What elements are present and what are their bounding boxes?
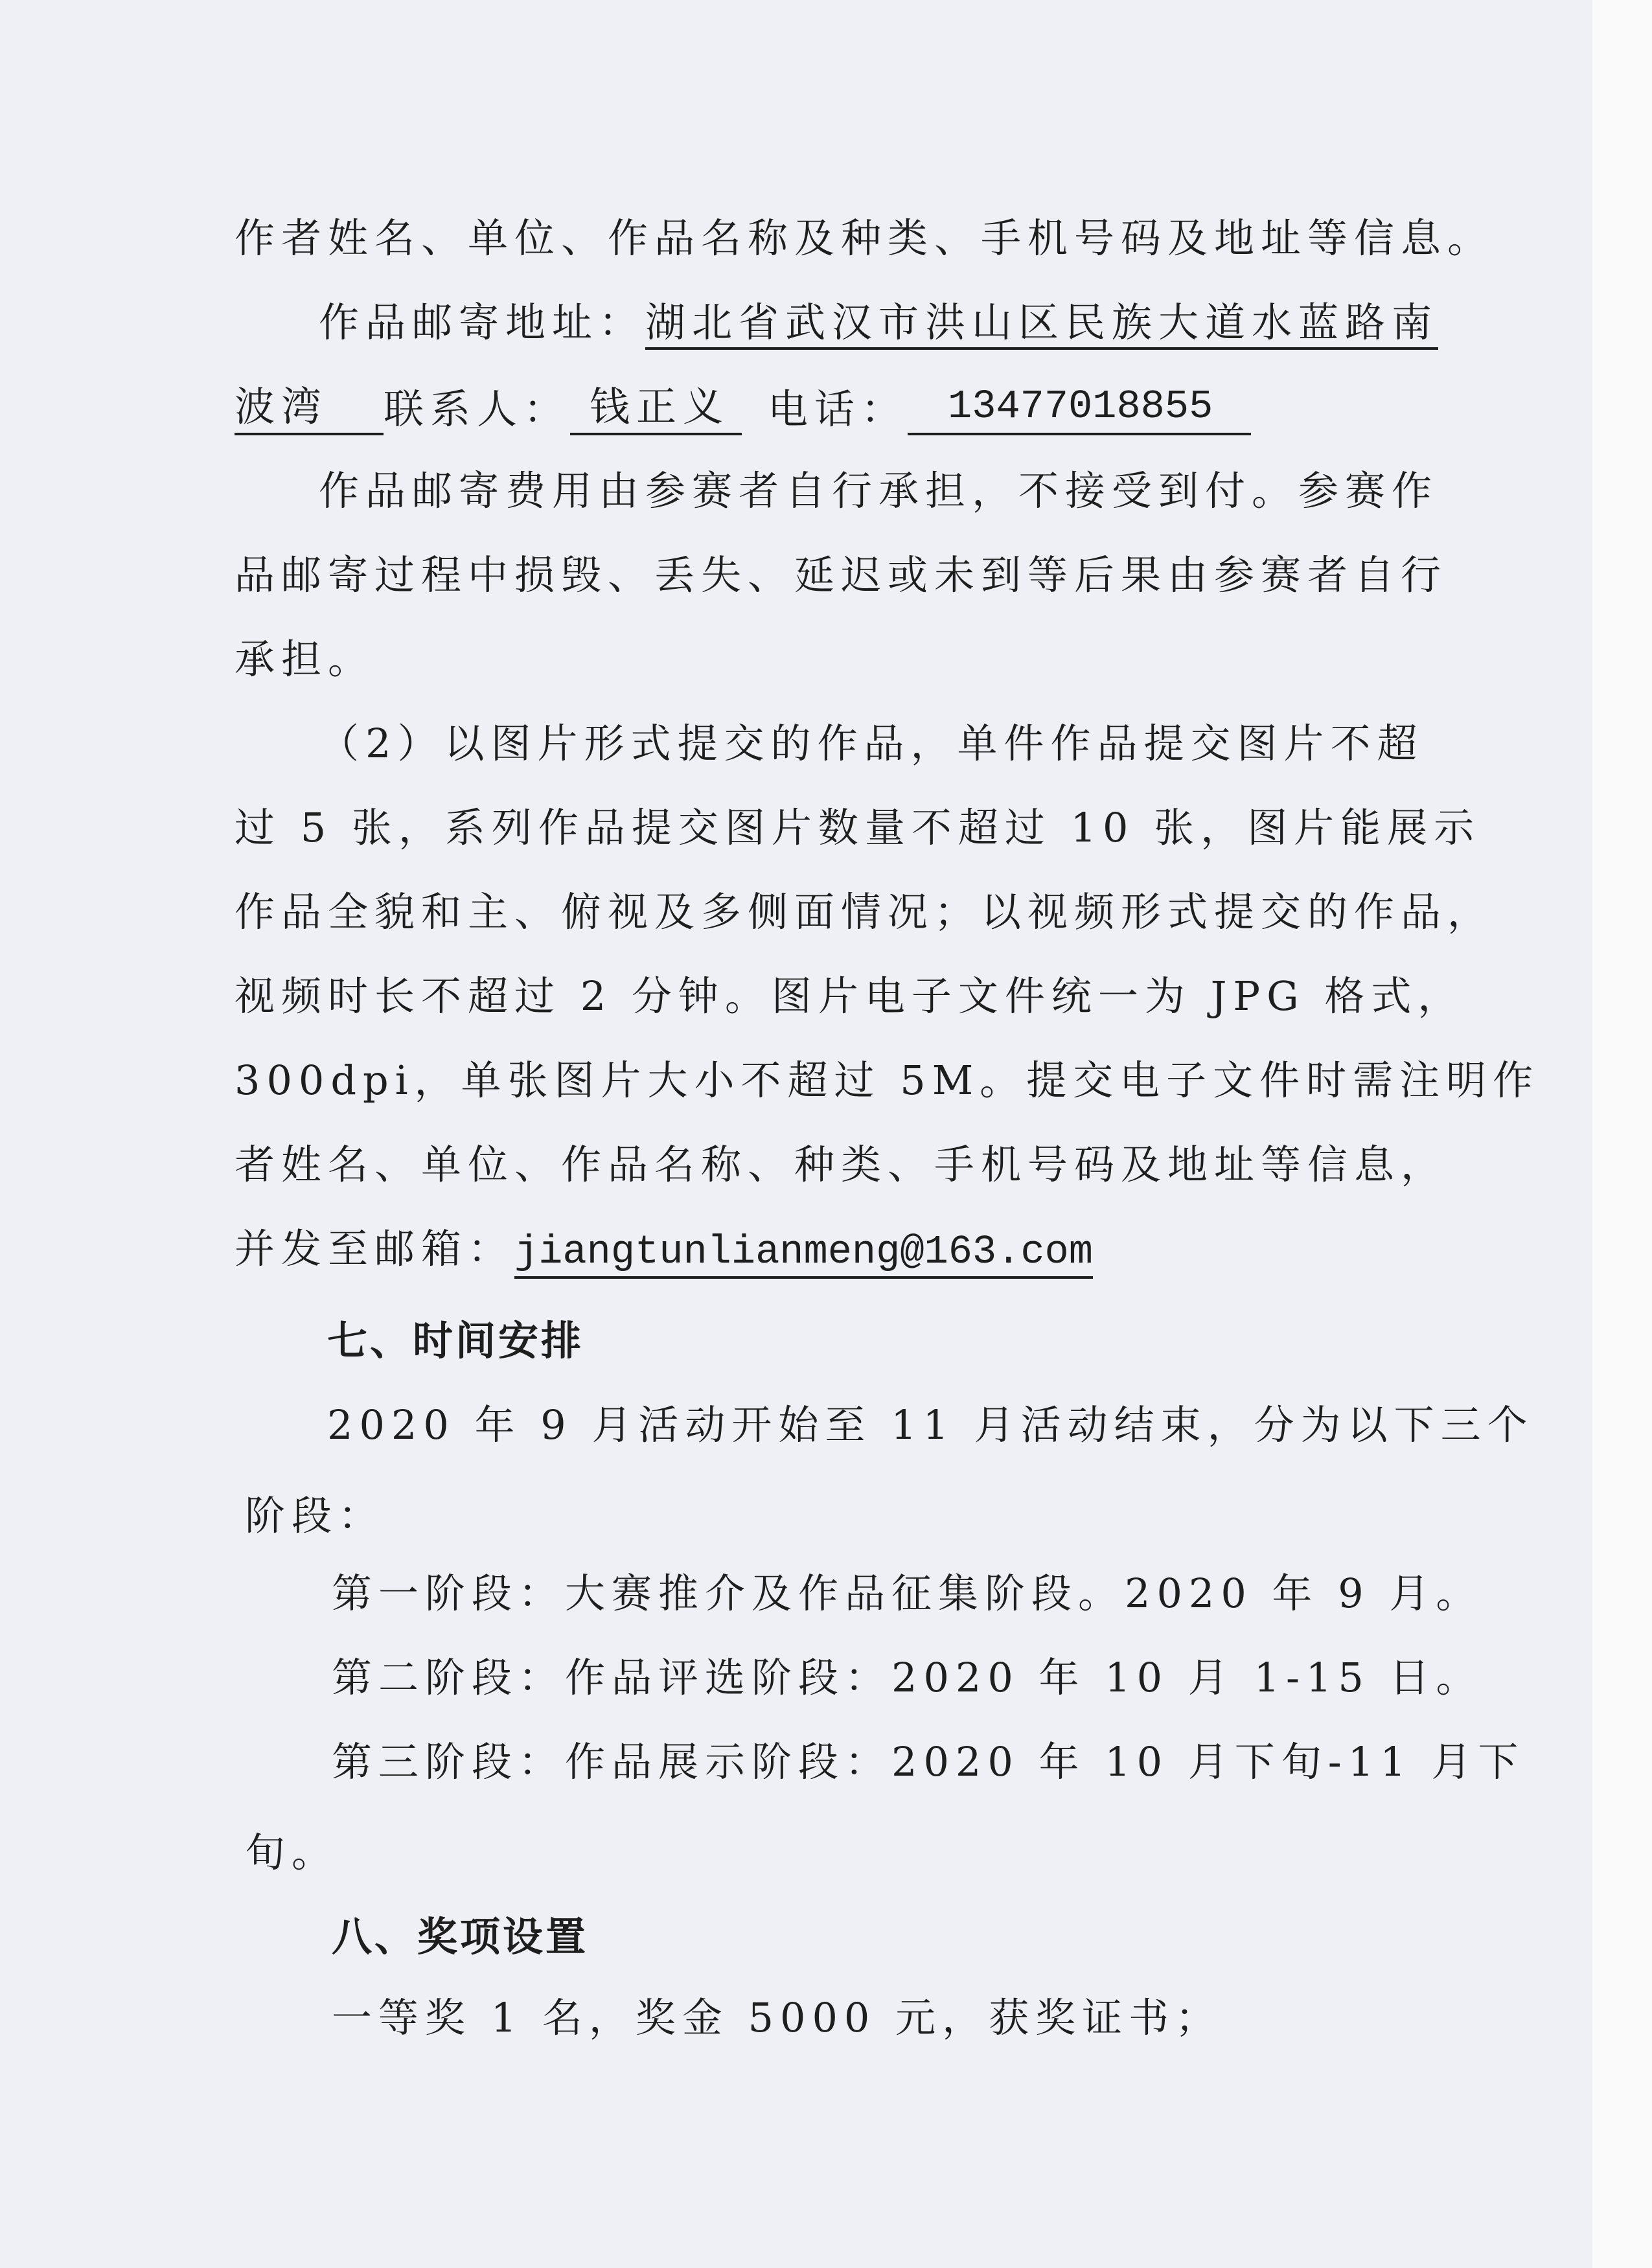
award-line: 一等奖 1 名，奖金 5000 元，获奖证书；: [332, 1994, 1222, 2041]
paragraph-line: 作品全貌和主、俯视及多侧面情况；以视频形式提交的作品，: [235, 888, 1495, 935]
email-address: jiangtunlianmeng@163.com: [514, 1229, 1093, 1279]
contact-line: [235, 381, 1251, 433]
paragraph-line: 视频时长不超过 2 分钟。图片电子文件统一为 JPG 格式，: [235, 972, 1465, 1020]
section-heading-awards: 八、奖项设置: [332, 1913, 589, 1960]
paragraph-line: 承担。: [235, 636, 375, 683]
phone-number: 13477018855: [908, 381, 1251, 435]
paragraph-line: 阶段：: [245, 1492, 385, 1539]
paragraph-line: 作者姓名、单位、作品名称及种类、手机号码及地址等信息。: [235, 214, 1495, 262]
contact-name: 钱正义: [570, 381, 742, 435]
mailing-address-value: 湖北省武汉市洪山区民族大道水蓝路南: [645, 299, 1438, 350]
paragraph-line: 2020 年 9 月活动开始至 11 月活动结束，分为以下三个: [327, 1401, 1534, 1449]
stage-line: 第二阶段：作品评选阶段：2020 年 10 月 1-15 日。: [332, 1654, 1483, 1701]
phone-label: 电话：: [768, 385, 908, 433]
mailing-address-label: 作品邮寄地址：: [319, 299, 646, 346]
section-heading-schedule: 七、时间安排: [327, 1317, 584, 1364]
paragraph-line: 者姓名、单位、作品名称、种类、手机号码及地址等信息，: [235, 1141, 1448, 1188]
stage-line: 第三阶段：作品展示阶段：2020 年 10 月下旬-11 月下: [332, 1738, 1525, 1785]
stage-line: 第一阶段：大赛推介及作品征集阶段。2020 年 9 月。: [332, 1570, 1483, 1617]
paragraph-line: 旬。: [245, 1829, 339, 1876]
scan-edge: [1592, 0, 1652, 2268]
paragraph-line: 过 5 张，系列作品提交图片数量不超过 10 张，图片能展示: [235, 804, 1481, 851]
email-label: 并发至邮箱：: [235, 1225, 515, 1272]
contact-label: 联系人：: [384, 385, 571, 433]
email-line: [235, 1223, 1093, 1275]
mailing-address-line: [319, 297, 1438, 349]
paragraph-line: 作品邮寄费用由参赛者自行承担，不接受到付。参赛作: [319, 467, 1439, 514]
paragraph-line: 品邮寄过程中损毁、丢失、延迟或未到等后果由参赛者自行: [235, 551, 1448, 599]
paragraph-line: 300dpi，单张图片大小不超过 5M。提交电子文件时需注明作: [235, 1057, 1540, 1104]
paragraph-line: （2）以图片形式提交的作品，单件作品提交图片不超: [319, 720, 1424, 767]
address-continued: 波湾: [235, 381, 384, 435]
